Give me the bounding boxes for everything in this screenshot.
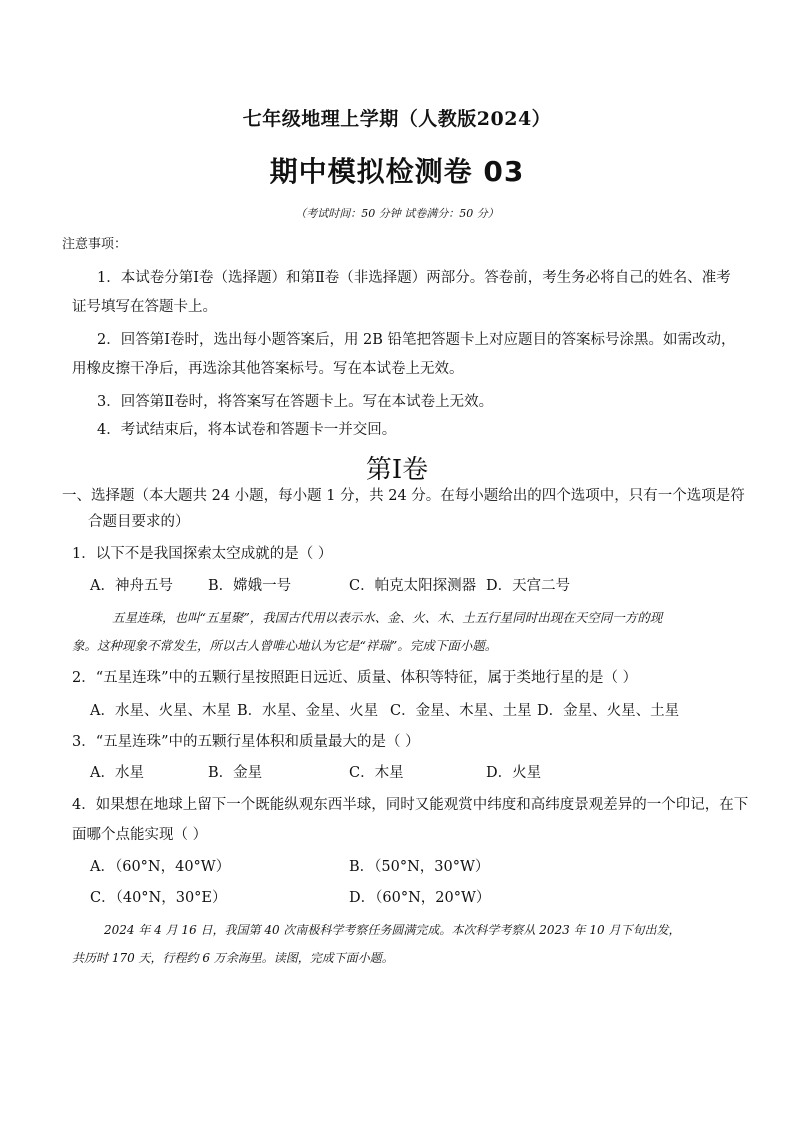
question-4-option-b: B．（50°N，30°W） xyxy=(349,859,490,875)
question-2-option-d: D．金星、火星、土星 xyxy=(537,703,680,719)
question-3-option-b: B．金星 xyxy=(208,765,263,781)
note-item-2-line2: 用橡皮擦干净后，再选涂其他答案标号。写在本试卷上无效。 xyxy=(72,361,464,377)
question-1-option-a: A．神舟五号 xyxy=(90,578,173,594)
part-heading-line1: 一、选择题（本大题共 24 小题，每小题 1 分，共 24 分。在每小题给出的四个选项中，只有一个选项是符 xyxy=(62,488,745,504)
paper-title: 期中模拟检测卷 03 xyxy=(269,155,525,188)
question-3-option-c: C．木星 xyxy=(349,765,404,781)
part-heading-line2: 合题目要求的） xyxy=(88,514,190,530)
note-item-3: 3．回答第Ⅱ卷时，将答案写在答题卡上。写在本试卷上无效。 xyxy=(97,394,494,410)
question-2-option-a: A．水星、火星、木星 xyxy=(90,703,231,719)
question-2-option-b: B．水星、金星、火星 xyxy=(237,703,379,719)
question-4-stem-line1: 4．如果想在地球上留下一个既能纵观东西半球，同时又能观赏中纬度和高纬度景观差异的一个印记，在下 xyxy=(72,797,749,813)
note-item-1-line1: 1．本试卷分第Ⅰ卷（选择题）和第Ⅱ卷（非选择题）两部分。答卷前，考生务必将自己的姓名、准考 xyxy=(97,270,731,286)
note-item-2-line1: 2．回答第Ⅰ卷时，选出每小题答案后，用 2B 铅笔把答题卡上对应题目的答案标号涂黑。如需改动， xyxy=(97,332,736,348)
question-2-stem: 2．“五星连珠”中的五颗行星按照距日远近、质量、体积等特征，属于类地行星的是（ ） xyxy=(72,670,638,686)
question-1-option-b: B．嫦娥一号 xyxy=(208,578,292,594)
question-2-option-c: C．金星、木星、土星 xyxy=(390,703,532,719)
question-4-option-c: C．（40°N，30°E） xyxy=(90,890,227,906)
question-4-stem-line2: 面哪个点能实现（ ） xyxy=(72,827,208,843)
question-3-option-d: D．火星 xyxy=(486,765,542,781)
question-4-option-a: A．（60°N，40°W） xyxy=(90,859,231,875)
passage-1-line1: 五星连珠，也叫“五星聚”，我国古代用以表示水、金、火、木、土五行星同时出现在天空同一方的现 xyxy=(112,610,663,625)
paper-subtitle: 七年级地理上学期（人教版2024） xyxy=(242,108,552,130)
question-1-option-d: D．天宫二号 xyxy=(486,578,571,594)
section-title: 第Ⅰ卷 xyxy=(365,455,429,485)
question-4-option-d: D．（60°N，20°W） xyxy=(349,890,491,906)
question-3-option-a: A．水星 xyxy=(90,765,144,781)
note-item-1-line2: 证号填写在答题卡上。 xyxy=(72,299,217,315)
note-item-4: 4．考试结束后，将本试卷和答题卡一并交回。 xyxy=(97,422,397,438)
question-3-stem: 3．“五星连珠”中的五颗行星体积和质量最大的是（ ） xyxy=(72,734,420,750)
passage-2-line2: 共历时 170 天，行程约 6 万余海里。读图，完成下面小题。 xyxy=(72,951,394,965)
passage-1-line2: 象。这种现象不常发生，所以古人曾唯心地认为它是“祥瑞”。完成下面小题。 xyxy=(72,638,498,653)
question-1-stem: 1．以下不是我国探索太空成就的是（ ） xyxy=(72,546,333,562)
exam-info: （考试时间：50 分钟 试卷满分：50 分） xyxy=(295,207,499,220)
question-1-option-c: C．帕克太阳探测器 xyxy=(349,578,477,594)
notes-heading: 注意事项： xyxy=(62,237,128,252)
passage-2-line1: 2024 年 4 月 16 日，我国第 40 次南极科学考察任务圆满完成。本次科学考察从 2023 年 10 月下旬出发， xyxy=(104,923,681,937)
